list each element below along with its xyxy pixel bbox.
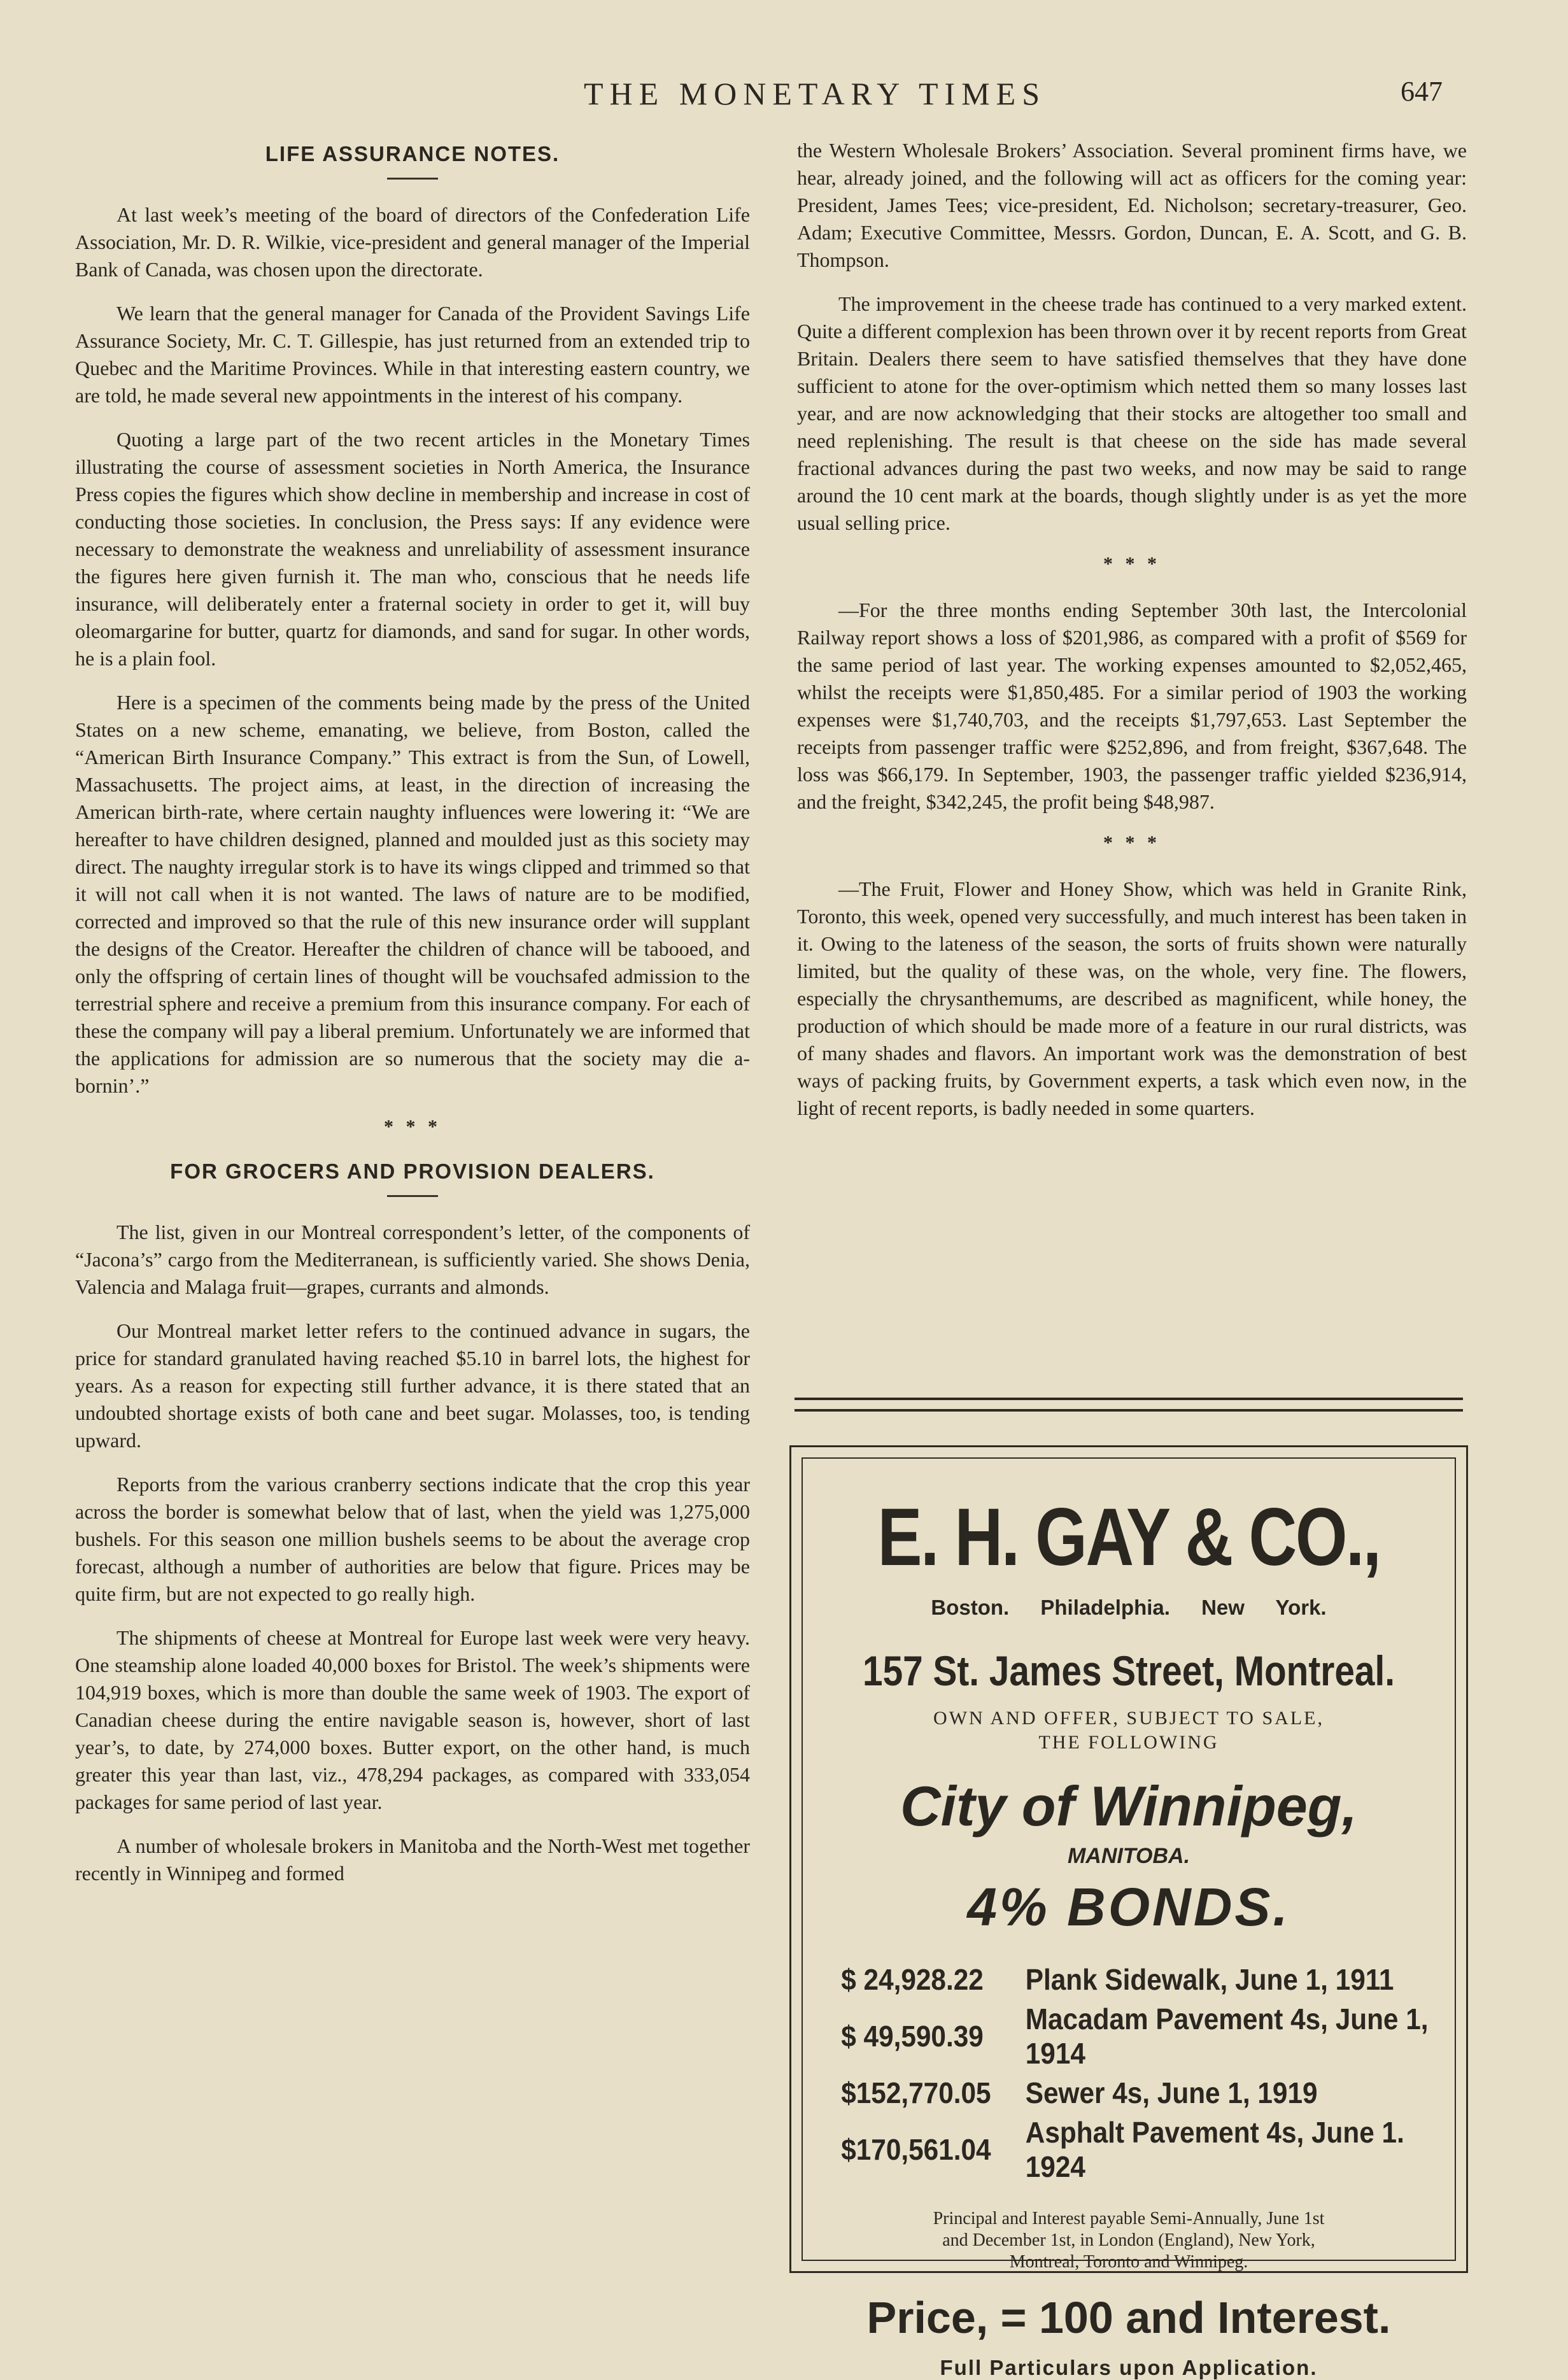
article-paragraph: Here is a specimen of the comments being made by the press of the United States on a new scheme, emanating, we believe, from Boston, called the “American Birth Insurance Company.” This extract is from the Sun, of Lowell, Massachusetts. The project aims, at least, in the direction of increasing the American birth-rate, where certain naughty influences were lowering it: “We are hereafter to have children designed, planned and moulded just as this society may direct. The naughty irregular stork is to have its wings clipped and trimmed so that it will not call when it is not wanted. The laws of nature are to be modified, corrected and improved so that the rule of this new insurance order will supplant the designs of the Creator. Hereafter the children of chance will be tabooed, and only the offspring of certain lines of thought will be vouchsafed admission to the terrestrial sphere and receive a premium from this insurance company. For each of these the company will pay a liberal premium. Unfortunately we are informed that the applications for admission are so numerous that the society may die a-bornin’.” — [75, 691, 750, 1097]
bond-description: Plank Sidewalk, June 1, 1911 — [1025, 1963, 1394, 1996]
bond-description: Macadam Pavement 4s, June 1, 1914 — [1025, 2002, 1429, 2070]
article-paragraph: —For the three months ending September 30th last, the Intercolonial Railway report shows a loss of $201,986, as compared with a profit of $569 for the same period of last year. The working expenses amounted to $2,052,465, whilst the receipts were $1,850,485. For a similar period of 1903 the working expenses were $1,740,703, and the receipts $1,797,653. Last September the receipts from passenger traffic were $252,896, and from freight, $367,648. The loss was $66,179. In September, 1903, the passenger traffic yielded $236,914, and the freight, $342,245, the profit being $48,987. — [797, 599, 1467, 813]
bond-row — [830, 2113, 1455, 2186]
bond-amount: $170,561.04 — [841, 2133, 991, 2166]
article-paragraph: Quoting a large part of the two recent articles in the Monetary Times illustrating the course of assessment societies in North America, the Insurance Press copies the figures which show decline in membership and increase in cost of conducting those societies. In conclusion, the Press says: If any evidence were necessary to demonstrate the weakness and unreliability of assessment insurance the figures here given furnish it. The man who, conscious that he needs life insurance, will deliberately enter a fraternal society in order to get it, will buy oleomargarine for butter, quartz for diamonds, and sand for sugar. In other words, he is a plain fool. — [75, 428, 750, 670]
bond-amount: $ 49,590.39 — [841, 2020, 984, 2053]
city-new-york: New York. — [1201, 1596, 1327, 1619]
bond-row — [830, 1960, 1455, 1999]
offer-line: OWN AND OFFER, SUBJECT TO SALE, — [933, 1708, 1324, 1729]
bond-rate: 4% BONDS. — [967, 1877, 1290, 1937]
life-assurance-heading: LIFE ASSURANCE NOTES. — [265, 142, 560, 166]
section-separator: * * * — [384, 1116, 441, 1137]
article-paragraph: At last week’s meeting of the board of directors of the Confederation Life Association, Mr. D. R. Wilkie, vice-president and general manager of the Imperial Bank of Canada, was chosen upon the directorate. — [75, 203, 750, 281]
page-number: 647 — [1401, 76, 1443, 107]
bond-amount: $ 24,928.22 — [841, 1963, 984, 1996]
article-paragraph: Reports from the various cranberry sections indicate that the crop this year across the border is somewhat below that of last, when the yield was 1,275,000 bushels. For this season one million bushels seems to be about the average crop forecast, although a number of authorities are below that figure. Prices may be quite firm, but are not expected to go really high. — [75, 1473, 750, 1605]
article-paragraph: The shipments of cheese at Montreal for Europe last week were very heavy. One steamship alone loaded 40,000 boxes for Bristol. The week’s shipments were 104,919 boxes, which is more than double the same week of 1903. The export of Canadian cheese during the entire navigable season is, however, short of last year’s, to date, by 274,000 boxes. Butter export, on the other hand, is much greater this year than last, viz., 478,294 packages, as compared with 333,054 packages for same period of last year. — [75, 1626, 750, 1813]
bond-issuer: City of Winnipeg, — [900, 1774, 1357, 1838]
article-paragraph: —The Fruit, Flower and Honey Show, which was held in Granite Rink, Toronto, this week, opened very successfully, and much interest has been taken in it. Owing to the lateness of the season, the sorts of fruits shown were naturally limited, but the quality of these was, on the whole, very fine. The flowers, especially the chrysanthemums, are described as magnificent, while honey, the production of which should be made more of a feature in our rural districts, was of many shades and flavors. An important work was the demonstration of best ways of packing fruits, by Government experts, a task which even now, in the light of recent reports, is badly needed in some quarters. — [797, 877, 1467, 1119]
bond-description: Sewer 4s, June 1, 1919 — [1025, 2076, 1318, 2109]
bond-amount: $152,770.05 — [841, 2076, 991, 2109]
article-paragraph: The improvement in the cheese trade has continued to a very marked extent. Quite a different complexion has been thrown over it by recent reports from Great Britain. Dealers there seem to have satisfied themselves that they have done sufficient to atone for the over-optimism which netted them so many losses last year, and are now acknowledging that their stocks are altogether too small and need replenishing. The result is that cheese on the side has made several fractional advances during the past two weeks, and now may be said to range around the 10 cent mark at the boards, though slightly under is as yet the more usual selling price. — [797, 292, 1467, 534]
article-paragraph: We learn that the general manager for Canada of the Provident Savings Life Assurance Society, Mr. C. T. Gillespie, has just returned from an extended trip to Quebec and the Maritime Provinces. While in that interesting eastern country, we are told, he made several new appointments in the interest of his company. — [75, 302, 750, 407]
advertiser-address: 157 St. James Street, Montreal. — [862, 1647, 1395, 1694]
bond-description: Asphalt Pavement 4s, June 1. 1924 — [1025, 2116, 1404, 2183]
left-column — [75, 137, 750, 1904]
city-philadelphia: Philadelphia. — [1040, 1596, 1170, 1619]
article-continuation: the Western Wholesale Brokers’ Association. Several prominent firms have, we hear, already joined, and the following will act as officers for the coming year: President, James Tees; vice-president, Ed. Nicholson; secretary-treasurer, Geo. Adam; Executive Committee, Messrs. Gordon, Duncan, E. A. Scott, and G. B. Thompson. — [797, 139, 1467, 271]
offer-text — [803, 1706, 1455, 1755]
interest-terms — [803, 2208, 1455, 2273]
particulars-line: Full Particulars upon Application. — [940, 2356, 1318, 2379]
masthead: THE MONETARY TIMES — [584, 76, 1046, 111]
heading-rule — [387, 178, 438, 180]
interest-line: Principal and Interest payable Semi-Annually, June 1st — [933, 2209, 1325, 2228]
article-paragraph: A number of wholesale brokers in Manitoba and the North-West met together recently in Winnipeg and formed — [75, 1834, 750, 1885]
section-separator: * * * — [1103, 832, 1161, 853]
advertiser-cities — [803, 1596, 1455, 1620]
bond-row — [830, 2073, 1455, 2113]
double-rule-divider — [795, 1398, 1463, 1412]
article-paragraph: The list, given in our Montreal correspondent’s letter, of the components of “Jacona’s” cargo from the Mediterranean, is sufficiently varied. She shows Denia, Valencia and Malaga fruit—grapes, currants and almonds. — [75, 1221, 750, 1298]
offer-line: THE FOLLOWING — [1038, 1732, 1219, 1753]
city-boston: Boston. — [931, 1596, 1010, 1619]
bond-list — [830, 1960, 1455, 2186]
article-paragraph: Our Montreal market letter refers to the continued advance in sugars, the price for standard granulated having reached $5.10 in barrel lots, the highest for years. As a reason for expecting still further advance, it is there stated that an undoubted shortage exists of both cane and beet sugar. Molasses, too, is tending upward. — [75, 1319, 750, 1452]
right-column — [797, 137, 1467, 1138]
section-separator: * * * — [1103, 553, 1161, 574]
price-line: Price, = 100 and Interest. — [866, 2293, 1391, 2342]
advertiser-name: E. H. GAY & CO., — [877, 1492, 1380, 1583]
grocers-heading: FOR GROCERS AND PROVISION DEALERS. — [170, 1159, 655, 1183]
bond-advertisement — [789, 1445, 1468, 2379]
bond-row — [830, 1999, 1455, 2073]
advertisement-inner-frame — [802, 1457, 1456, 2379]
heading-rule — [387, 1195, 438, 1197]
bond-province: MANITOBA. — [1067, 1844, 1190, 1868]
interest-line: Montreal, Toronto and Winnipeg. — [1009, 2252, 1248, 2272]
interest-line: and December 1st, in London (England), New York, — [942, 2230, 1315, 2250]
